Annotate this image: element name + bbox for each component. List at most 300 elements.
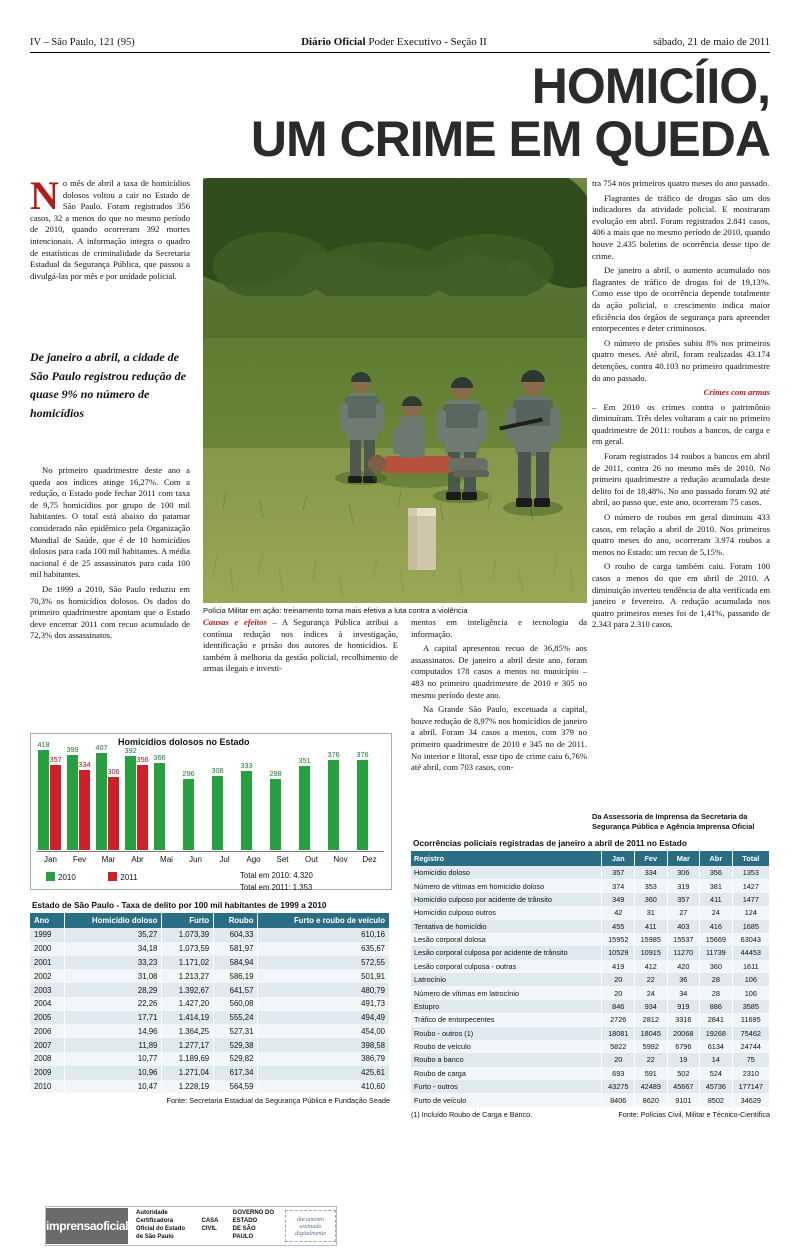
table-cell: 360 (700, 960, 733, 973)
paragraph: Flagrantes de tráfico de drogas são um dos indicadores da atividade policial. E mostraram evolução em abril. Foram registrados 2.841 casos, 406 a mais que no mesmo período de 2010, quando houve 2.435 boletins de ocorrência desse tipo de crime. (592, 192, 770, 261)
chart-bar (299, 766, 310, 850)
table-cell: 22 (635, 973, 668, 986)
table-cell: 2841 (700, 1013, 733, 1026)
table-row (30, 1066, 390, 1080)
chart-bar (67, 755, 78, 850)
chart-month-label: Nov (333, 855, 348, 864)
table-cell: 2726 (602, 1013, 635, 1026)
column-header: Abr (700, 851, 733, 866)
certification-text (128, 1210, 191, 1241)
table-cell: Roubo de veículo (411, 1040, 602, 1053)
chart-month-label: Ago (246, 855, 261, 864)
total-2011: Total em 2011: 1.353 (240, 882, 313, 892)
table-cell: 177147 (732, 1080, 769, 1093)
paragraph: O número de prisões subiu 8% nos primeiros quatro meses. Até abril, foram realizadas 43.174 detenções, contra 40.103 no primeiro quadrimestre do ano passado. (592, 337, 770, 383)
paragraph: No primeiro quadrimestre deste ano a queda aos índices atinge 16,27%. Com a redução, o Estado pode fechar 2011 com taxa de 9,75 homicídios por grupo de 100 mil habitantes. O total está abaixo do patamar considerado não epidêmico pela Organização Mundial de Saúde, que é de 10 homicídios dolosos para cada 100 mil habitantes. A média nacional é de 25 assassinatos para cada 100 mil habitantes. (30, 465, 190, 580)
table-cell: 1999 (30, 928, 64, 942)
table-cell: 693 (602, 1067, 635, 1080)
table-cell: 529,82 (214, 1052, 258, 1066)
table-cell: 2005 (30, 1011, 64, 1025)
table-cell: 403 (667, 920, 700, 933)
table-row (30, 1024, 390, 1038)
paragraph: A capital apresentou recuo de 36,85% aos assassinatos. De janeiro a abril deste ano, foram computados 178 casos a menos no município – 483 no primeiro quadrimestre de 2010 e 305 no mesmo período deste ano. (411, 643, 587, 700)
table-cell: 886 (700, 1000, 733, 1013)
table-cell: 584,94 (214, 956, 258, 970)
table-cell: 604,33 (214, 928, 258, 942)
table-cell: Roubo - outros (1) (411, 1027, 602, 1040)
table-cell: 34629 (732, 1093, 769, 1106)
table-cell: 425,61 (258, 1066, 390, 1080)
chart-bar (183, 779, 194, 850)
table-cell: 586,19 (214, 969, 258, 983)
table-row (411, 879, 770, 892)
chart-month-label: Jul (219, 855, 230, 864)
table-cell: 10915 (635, 946, 668, 959)
chart-bar (137, 765, 148, 850)
table-cell: 411 (635, 920, 668, 933)
table-cell: 386,79 (258, 1052, 390, 1066)
table-cell: 412 (635, 960, 668, 973)
table-header-row (411, 851, 770, 866)
table-row (30, 956, 390, 970)
masthead-center (301, 36, 487, 48)
table-cell: 11,89 (64, 1038, 162, 1052)
table-row (411, 1000, 770, 1013)
table-cell: 1.364,25 (162, 1024, 214, 1038)
chart-bar-label: 376 (356, 750, 369, 759)
table-cell: 24744 (732, 1040, 769, 1053)
table-cell: 6796 (667, 1040, 700, 1053)
table-cell: 2009 (30, 1066, 64, 1080)
chart-bar-label: 407 (95, 743, 108, 752)
table-cell: 20 (602, 973, 635, 986)
table-row (411, 866, 770, 879)
table-row (411, 1053, 770, 1066)
table-cell: 106 (732, 986, 769, 999)
data-table (411, 851, 770, 1107)
table-cell: 353 (635, 879, 668, 892)
table-cell: 2003 (30, 983, 64, 997)
table-cell: 5992 (635, 1040, 668, 1053)
chart-bar-label: 356 (136, 755, 149, 764)
chart-bar-label: 376 (327, 750, 340, 759)
table-cell: Lesão corporal dolosa (411, 933, 602, 946)
chart-bar-label: 298 (269, 769, 282, 778)
table-row (30, 969, 390, 983)
table-cell: 15952 (602, 933, 635, 946)
table-cell: 2000 (30, 942, 64, 956)
chart-bar (154, 763, 165, 850)
table-cell: 15985 (635, 933, 668, 946)
table-cell: Homicídio doloso (411, 866, 602, 879)
table-cell: 374 (602, 879, 635, 892)
column-header: Homicídio doloso (64, 913, 162, 928)
chart-month-label: Out (305, 855, 318, 864)
paragraph: mentos em inteligência e tecnologia da informação. (411, 617, 587, 639)
table-row (30, 928, 390, 942)
table-cell: 11739 (700, 946, 733, 959)
chart-month-label: Set (276, 855, 289, 864)
table-cell: 19 (667, 1053, 700, 1066)
table-cell: Lesão corporal culposa - outras (411, 960, 602, 973)
table-cell: 410,60 (258, 1080, 390, 1094)
table-cell: 2004 (30, 997, 64, 1011)
table-cell: 635,67 (258, 942, 390, 956)
paragraph: tra 754 nos primeiros quatro meses do ano passado. (592, 178, 770, 188)
chart-bar (79, 770, 90, 850)
table-row (30, 942, 390, 956)
cert-line-2: Oficial do Estado de São Paulo (136, 1226, 186, 1240)
table-cell: 919 (667, 1000, 700, 1013)
table-cell: 45667 (667, 1080, 700, 1093)
table-cell: Furto - outros (411, 1080, 602, 1093)
table-cell: 1.392,67 (162, 983, 214, 997)
table-cell: 42489 (635, 1080, 668, 1093)
table-cell: 31 (635, 906, 668, 919)
chart-month-label: Fev (72, 855, 87, 864)
table-cell: 18045 (635, 1027, 668, 1040)
chart-bar-label: 392 (124, 746, 137, 755)
table-cell: 491,73 (258, 997, 390, 1011)
body-column-1b (30, 465, 190, 645)
masthead (30, 36, 770, 48)
column-header: Fev (635, 851, 668, 866)
table-cell: 10,96 (64, 1066, 162, 1080)
table-cell: 1.189,69 (162, 1052, 214, 1066)
chart-bar (38, 750, 49, 850)
table-cell: 24 (700, 906, 733, 919)
table-cell: 14,96 (64, 1024, 162, 1038)
table-cell: 572,55 (258, 956, 390, 970)
chart-bar (50, 765, 61, 850)
table-cell: 357 (602, 866, 635, 879)
table-row (30, 983, 390, 997)
table-cell: 398,58 (258, 1038, 390, 1052)
photo-illustration (203, 178, 587, 603)
chart-bar (125, 756, 136, 850)
table-cell: 591 (635, 1067, 668, 1080)
table-cell: 1427 (732, 879, 769, 892)
column-header: Total (732, 851, 769, 866)
chart-title: Homicídios dolosos no Estado (118, 737, 250, 747)
table-cell: 3585 (732, 1000, 769, 1013)
chart-x-axis (36, 851, 384, 852)
table-row (30, 1011, 390, 1025)
body-column-3 (411, 617, 587, 777)
table-cell: 10529 (602, 946, 635, 959)
table-cell: 75462 (732, 1027, 769, 1040)
footer-logo-bar (45, 1206, 337, 1246)
table-cell: 560,08 (214, 997, 258, 1011)
table-cell: 2008 (30, 1052, 64, 1066)
table-cell: 319 (667, 879, 700, 892)
table-row (30, 1038, 390, 1052)
paragraph: De 1999 a 2010, São Paulo reduziu em 70,3% os homicídios dolosos. Os dados do primeiro quadrimestre apontam que o Estado deve encerrar 2011 com recuo acumulado de 72,3% dos assassinatos. (30, 583, 190, 641)
table-cell: 19268 (700, 1027, 733, 1040)
masthead-left: IV – São Paulo, 121 (95) (30, 37, 135, 48)
table-cell: 617,34 (214, 1066, 258, 1080)
table-cell: 381 (700, 879, 733, 892)
table-cell: 419 (602, 960, 635, 973)
section-subhead-2: Crimes com armas (703, 387, 770, 398)
body-column-4 (592, 178, 770, 634)
logo-wordmark: imprensaoficial (46, 1219, 129, 1233)
table-cell: 1353 (732, 866, 769, 879)
table-cell: 610,16 (258, 928, 390, 942)
table-cell: 20068 (667, 1027, 700, 1040)
table-row (411, 946, 770, 959)
table-row (411, 1013, 770, 1026)
table-cell: 15669 (700, 933, 733, 946)
table-cell: 455 (602, 920, 635, 933)
table-cell: 106 (732, 973, 769, 986)
chart-bar-label: 296 (182, 769, 195, 778)
table-cell: 527,31 (214, 1024, 258, 1038)
data-table (30, 913, 390, 1093)
table-cell: 416 (700, 920, 733, 933)
masthead-divider (30, 52, 770, 53)
government-marks (191, 1218, 222, 1234)
column-header: Roubo (214, 913, 258, 928)
chart-bar (108, 777, 119, 850)
table-cell: 20 (602, 1053, 635, 1066)
table-cell: 3316 (667, 1013, 700, 1026)
table-cell: 1.427,20 (162, 997, 214, 1011)
table-cell: 9101 (667, 1093, 700, 1106)
table-cell: 846 (602, 1000, 635, 1013)
table-cell: 24 (635, 986, 668, 999)
cert-line: Autoridade Certificadora (136, 1210, 174, 1225)
table-cell: 360 (635, 893, 668, 906)
table-cell: 1.073,59 (162, 942, 214, 956)
table-cell: 10,77 (64, 1052, 162, 1066)
table-cell: 14 (700, 1053, 733, 1066)
table-cell: 75 (732, 1053, 769, 1066)
chart-bar-label: 351 (298, 756, 311, 765)
table-row (411, 973, 770, 986)
table-cell: Tentativa de homicídio (411, 920, 602, 933)
chart-month-label: Jun (189, 855, 202, 864)
table-cell: 18081 (602, 1027, 635, 1040)
chart-month-label: Abr (131, 855, 144, 864)
table-cell: 480,79 (258, 983, 390, 997)
table-cell: 1.414,19 (162, 1011, 214, 1025)
table-cell: 43275 (602, 1080, 635, 1093)
table-cell: 420 (667, 960, 700, 973)
table-ocorrencias (411, 836, 770, 1119)
chart-legend (46, 872, 137, 882)
table-cell: 8620 (635, 1093, 668, 1106)
chart-totals (240, 870, 313, 893)
table-cell: 2001 (30, 956, 64, 970)
table-cell: 63043 (732, 933, 769, 946)
table-cell: Número de vítimas em latrocínio (411, 986, 602, 999)
table-row (411, 986, 770, 999)
table-cell: 1.171,02 (162, 956, 214, 970)
table-cell: 555,24 (214, 1011, 258, 1025)
table-cell: Estupro (411, 1000, 602, 1013)
table-row (411, 960, 770, 973)
photo-caption: Polícia Militar em ação: treinamento torna mais efetiva a luta contra a violência (203, 606, 468, 615)
table-cell: 454,00 (258, 1024, 390, 1038)
drop-cap: N (30, 173, 59, 218)
chart-bar (270, 779, 281, 850)
table-cell: Lesão corporal culposa por acidente de trânsito (411, 946, 602, 959)
chart-bar (241, 771, 252, 850)
chart-month-label: Mai (160, 855, 173, 864)
table-cell: 124 (732, 906, 769, 919)
table-cell: 411 (700, 893, 733, 906)
table-row (411, 933, 770, 946)
table-cell: 11695 (732, 1013, 769, 1026)
table-cell: 1.277,17 (162, 1038, 214, 1052)
table-cell: Homicídio culposo por acidente de trânsito (411, 893, 602, 906)
table-cell: 28,29 (64, 983, 162, 997)
column-header: Furto (162, 913, 214, 928)
imprensa-oficial-logo (46, 1208, 128, 1244)
table-cell: 306 (667, 866, 700, 879)
news-photo (203, 178, 587, 603)
headline-line-2: UM CRIME EM QUEDA (250, 111, 770, 167)
chart-bar-label: 308 (211, 766, 224, 775)
table-taxa-delito (30, 898, 390, 1105)
legend-item-2011: 2011 (108, 873, 137, 882)
table-cell: 334 (635, 866, 668, 879)
table-source-row (411, 1107, 770, 1119)
paragraph: O roubo de carga também caiu. Foram 100 casos a menos do que em abril de 2010. A diminuição inverteu tendência de alta verificada em janeiro e fevereiro. A redução acumulada nos quatro primeiros meses foi de 1,41%, passando de 2.343 para 2.310 casos. (592, 561, 770, 630)
table-cell: Furto de veículo (411, 1093, 602, 1106)
table-row (411, 893, 770, 906)
table-cell: 2002 (30, 969, 64, 983)
table-cell: 28 (700, 986, 733, 999)
chart-bar-label: 399 (66, 745, 79, 754)
table-cell: 356 (700, 866, 733, 879)
column-header: Furto e roubo de veículo (258, 913, 390, 928)
table-cell: 524 (700, 1067, 733, 1080)
table-cell: 42 (602, 906, 635, 919)
table-cell: 11270 (667, 946, 700, 959)
digital-signature-stamp: documento assinado digitalmente (285, 1210, 336, 1242)
table-cell: 934 (635, 1000, 668, 1013)
column-header: Registro (411, 851, 602, 866)
table-cell: 502 (667, 1067, 700, 1080)
table-cell: Homicídio culposo outros (411, 906, 602, 919)
table-cell: 2310 (732, 1067, 769, 1080)
table-row (30, 1080, 390, 1094)
table-footnote: (1) Incluído Roubo de Carga e Banco. (411, 1109, 533, 1119)
table-cell: 33,23 (64, 956, 162, 970)
table-cell: 1.073,39 (162, 928, 214, 942)
table-row (411, 1027, 770, 1040)
chart-bar-label: 306 (107, 767, 120, 776)
chart-bar (357, 760, 368, 850)
table-cell: 34,18 (64, 942, 162, 956)
casa-civil-label: CASA CIVIL (201, 1218, 219, 1232)
table-cell: 15537 (667, 933, 700, 946)
headline-line-1: HOMICÍIO, (531, 58, 770, 114)
table-row (30, 1052, 390, 1066)
table-cell: 2812 (635, 1013, 668, 1026)
page-title (30, 60, 770, 166)
article-credit: Da Assessoria de Imprensa da Secretaria da Segurança Pública e Agência Imprensa Oficial (592, 812, 755, 831)
table-cell: 17,71 (64, 1011, 162, 1025)
table-cell: 501,91 (258, 969, 390, 983)
paragraph: O número de roubos em geral diminuiu 433 casos, em relação a abril de 2010. Nos primeiros quatro meses do ano, ocorreram 3.974 roubos a menos no Estado: um recuo de 5,15%. (592, 512, 770, 557)
table-cell: 641,57 (214, 983, 258, 997)
legend-item-2010: 2010 (46, 873, 76, 882)
table-cell: 28 (700, 973, 733, 986)
paragraph: Na Grande São Paulo, excetuada a capital, houve redução de 8,97% nos homicídios de janeiro a abril. Foram 34 casos a menos, com 379 no primeiro quadrimestre de 2010 e 345 no de 2011. No interior e litoral, esse tipo de crime caiu 6,76% até abril, com 703 casos, con- (411, 704, 587, 773)
table-cell: Roubo a banco (411, 1053, 602, 1066)
section-subhead: Causas e efeitos (203, 617, 267, 627)
table-cell: 27 (667, 906, 700, 919)
paragraph: o mês de abril a taxa de homicídios dolosos voltou a cair no Estado de São Paulo. Foram registrados 356 casos, 32 a menos do que no mesmo período de 2010, quando ocorreram 392 mortes intencionais. A informação integra o quadro de estatísticas de criminalidade da Secretaria Estadual da Segurança Pública, que passou a divulgá-las por mês e por unidade policial. (30, 178, 190, 281)
chart-month-label: Dez (362, 855, 377, 864)
paragraph: – Em 2010 os crimes contra o patrimônio diminuíram. Três deles voltaram a cair no primeiro quadrimestre de 2011: roubos a bancos, de carga e em geral. (592, 401, 770, 447)
table-cell: 44453 (732, 946, 769, 959)
table-source: Fonte: Polícias Civil, Militar e Técnico-Científica (618, 1109, 770, 1119)
table-row (411, 1067, 770, 1080)
table-row (411, 920, 770, 933)
table-cell: Número de vítimas em homicídio doloso (411, 879, 602, 892)
table-cell: 6134 (700, 1040, 733, 1053)
table-cell: 36 (667, 973, 700, 986)
body-column-1 (30, 173, 190, 285)
masthead-date: sábado, 21 de maio de 2011 (653, 37, 770, 48)
paragraph: Foram registrados 14 roubos a bancos em abril de 2011, contra 26 no mesmo mês de 2010. No primeiro quadrimestre a redução acumulada deste delito foi de 18,48%. No ano passado foram 92 até abril, ao passo que, este ano, ocorreram 75 casos. (592, 451, 770, 508)
chart-bar-label: 334 (78, 760, 91, 769)
chart-month-label: Jan (44, 855, 57, 864)
table-cell: 10,47 (64, 1080, 162, 1094)
table-cell: 22 (635, 1053, 668, 1066)
column-header: Mar (667, 851, 700, 866)
table-cell: 2007 (30, 1038, 64, 1052)
table-cell: 20 (602, 986, 635, 999)
table-cell: 2010 (30, 1080, 64, 1094)
table-row (411, 1080, 770, 1093)
table-cell: 1.271,04 (162, 1066, 214, 1080)
paragraph: De janeiro a abril, o aumento acumulado nos flagrantes de tráfico de drogas foi de 19,13%. Como esse tipo de ocorrência depende totalmente da ação policial, o crescimento indica maior eficiência dos órgãos de segurança para apreender entorpecentes e deter criminosos. (592, 265, 770, 334)
table-cell: 35,27 (64, 928, 162, 942)
table-cell: 1611 (732, 960, 769, 973)
table-row (30, 997, 390, 1011)
chart-bar-label: 366 (153, 753, 166, 762)
table-row (411, 1040, 770, 1053)
table-cell: 31,08 (64, 969, 162, 983)
table-cell: 34 (667, 986, 700, 999)
table-row (411, 1093, 770, 1106)
table-cell: 529,38 (214, 1038, 258, 1052)
table-cell: Tráfico de entorpecentes (411, 1013, 602, 1026)
table-cell: 45736 (700, 1080, 733, 1093)
table-cell: Latrocínio (411, 973, 602, 986)
total-2010: Total em 2010: 4.320 (240, 871, 313, 880)
table-cell: 494,49 (258, 1011, 390, 1025)
masthead-section: Poder Executivo - Seção II (365, 36, 487, 48)
table-cell: 1685 (732, 920, 769, 933)
table-cell: Roubo de carga (411, 1067, 602, 1080)
table-cell: 357 (667, 893, 700, 906)
table-cell: 1477 (732, 893, 769, 906)
masthead-title: Diário Oficial (301, 36, 366, 48)
table-cell: 22,26 (64, 997, 162, 1011)
table-cell: 8502 (700, 1093, 733, 1106)
table-title: Estado de São Paulo - Taxa de delito por 100 mil habitantes de 1999 a 2010 (32, 900, 327, 910)
table-cell: 2006 (30, 1024, 64, 1038)
chart-bar (328, 760, 339, 850)
paragraph: – A Segurança Pública atribui a contínua redução nos índices à investigação, identificação e prisão dos autores de homicídios. E também à melhoria da gestão policial, recolhimento de armas ilegais e investi- (203, 617, 398, 674)
table-header-row (30, 913, 390, 928)
